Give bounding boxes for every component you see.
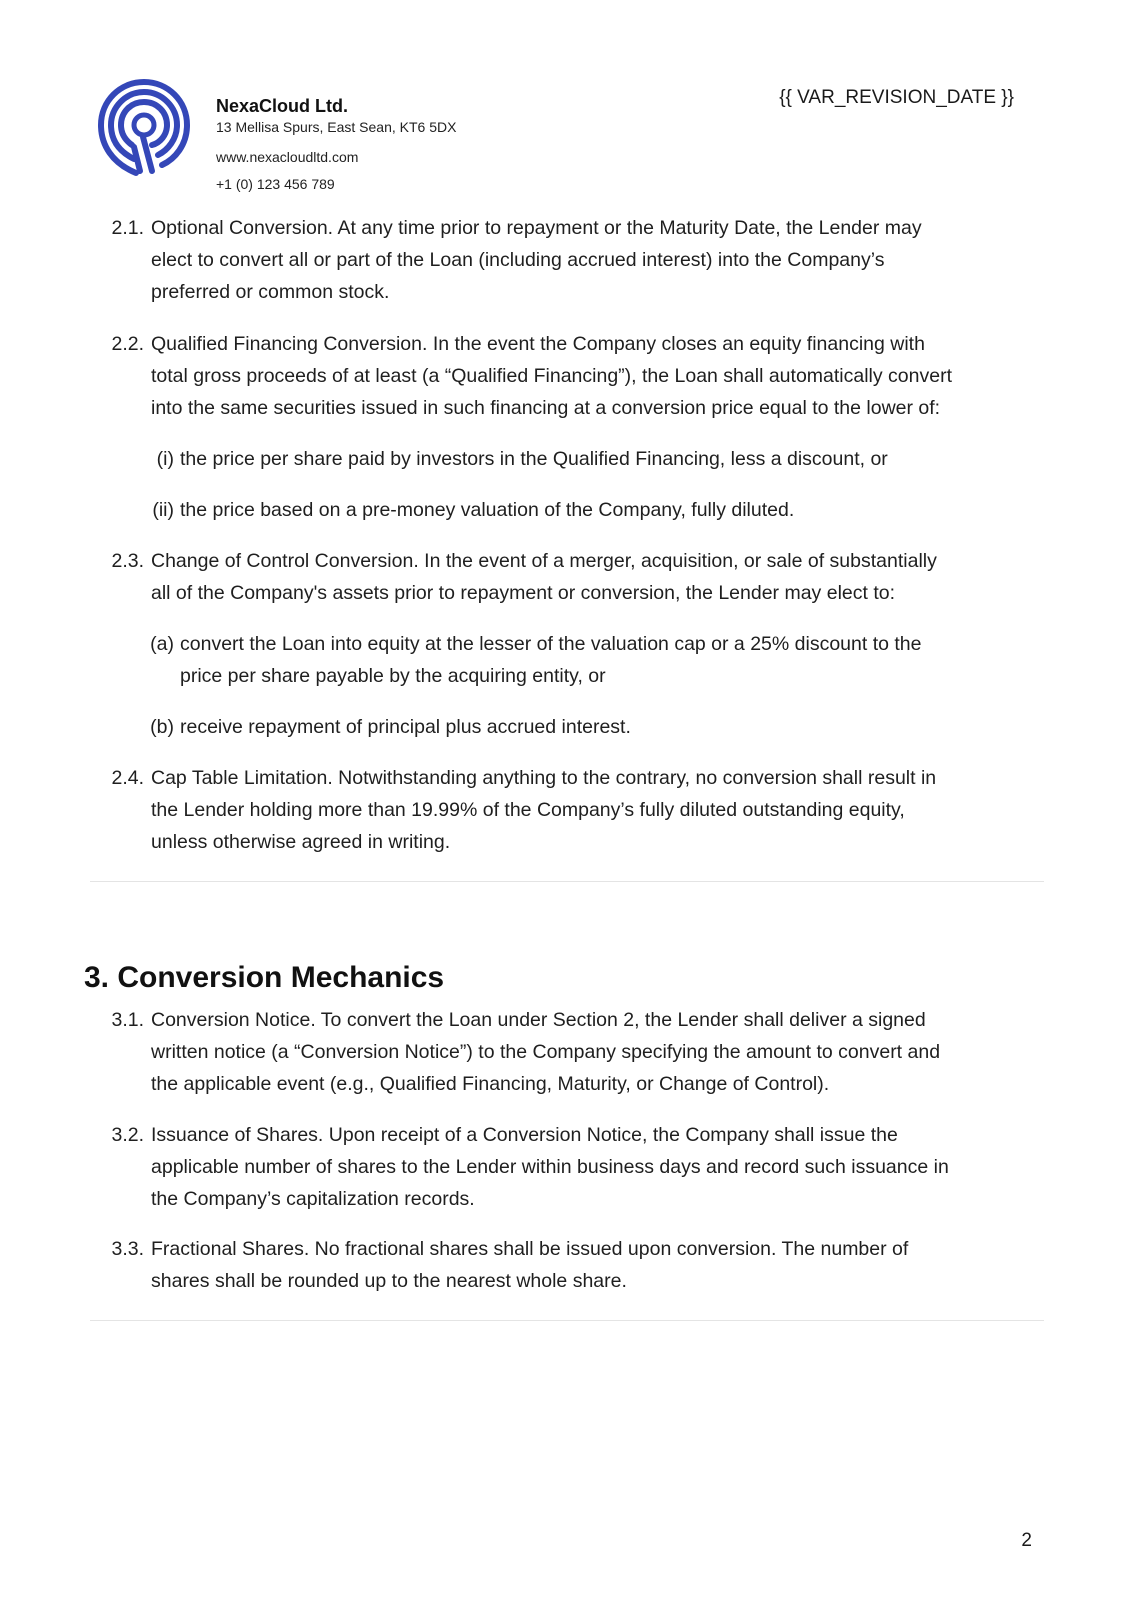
section-heading: 3. Conversion Mechanics	[84, 961, 445, 994]
sub-clause-line: price per share payable by the acquiring entity, or	[180, 665, 606, 687]
clause-line: unless otherwise agreed in writing.	[151, 831, 451, 853]
sub-clause-line: receive repayment of principal plus accrued interest.	[180, 716, 631, 738]
company-phone: +1 (0) 123 456 789	[216, 176, 335, 192]
page-number: 2	[1021, 1530, 1032, 1551]
clause-line: Issuance of Shares. Upon receipt of a Conversion Notice, the Company shall issue the	[151, 1124, 898, 1146]
clause-number: 2.4.	[111, 767, 144, 789]
clause-number: 3.3.	[111, 1238, 144, 1260]
clause-line: Cap Table Limitation. Notwithstanding anything to the contrary, no conversion shall result in	[151, 767, 937, 789]
clause-line: applicable number of shares to the Lender within business days and record such issuance in	[151, 1156, 949, 1178]
clause-line: Conversion Notice. To convert the Loan under Section 2, the Lender shall deliver a signed	[151, 1009, 926, 1031]
company-name: NexaCloud Ltd.	[216, 96, 349, 116]
clause-line: preferred or common stock.	[151, 281, 390, 303]
clause-line: the Company’s capitalization records.	[151, 1188, 475, 1210]
company-website: www.nexacloudltd.com	[216, 149, 359, 165]
section-divider	[90, 881, 1044, 882]
section-divider	[90, 1320, 1044, 1321]
sub-clause-label: (b)	[150, 716, 174, 738]
sub-clause-text: the price per share paid by investors in the Qualified Financing, less a discount, or	[180, 448, 888, 470]
clause-line: Change of Control Conversion. In the event of a merger, acquisition, or sale of substantially	[151, 550, 937, 572]
clause-line: Optional Conversion. At any time prior to repayment or the Maturity Date, the Lender may	[151, 217, 922, 239]
clause-number: 2.3.	[111, 550, 144, 572]
sub-clause-label: (i)	[156, 448, 174, 470]
clause-line: into the same securities issued in such financing at a conversion price equal to the lower of:	[151, 397, 941, 419]
sub-clause-label: (ii)	[152, 499, 174, 521]
clause-line: Fractional Shares. No fractional shares shall be issued upon conversion. The number of	[151, 1238, 909, 1260]
clause-line: elect to convert all or part of the Loan (including accrued interest) into the Company’s	[151, 249, 885, 271]
sub-clause-text: the price based on a pre-money valuation of the Company, fully diluted.	[180, 499, 795, 521]
clause-number: 2.2.	[111, 333, 144, 355]
clause-line: shares shall be rounded up to the nearest whole share.	[151, 1270, 627, 1292]
sub-clause-label: (a)	[150, 633, 174, 655]
clause-line: the applicable event (e.g., Qualified Financing, Maturity, or Change of Control).	[151, 1073, 830, 1095]
company-address: 13 Mellisa Spurs, East Sean, KT6 5DX	[216, 119, 457, 135]
clause-line: written notice (a “Conversion Notice”) to the Company specifying the amount to convert and	[151, 1041, 941, 1063]
clause-line: the Lender holding more than 19.99% of the Company’s fully diluted outstanding equity,	[151, 799, 905, 821]
clause-line: Qualified Financing Conversion. In the event the Company closes an equity financing with	[151, 333, 925, 355]
revision-date: {{ VAR_REVISION_DATE }}	[779, 87, 1014, 108]
clause-line: total gross proceeds of at least (a “Qualified Financing”), the Loan shall automatically convert	[151, 365, 952, 387]
clause-number: 3.1.	[111, 1009, 144, 1031]
clause-number: 3.2.	[111, 1124, 144, 1146]
sub-clause-line: convert the Loan into equity at the lesser of the valuation cap or a 25% discount to the	[180, 633, 922, 655]
clause-number: 2.1.	[111, 217, 144, 239]
clause-line: all of the Company's assets prior to repayment or conversion, the Lender may elect to:	[151, 582, 896, 604]
company-info	[216, 95, 456, 193]
company-logo-icon	[98, 79, 190, 179]
